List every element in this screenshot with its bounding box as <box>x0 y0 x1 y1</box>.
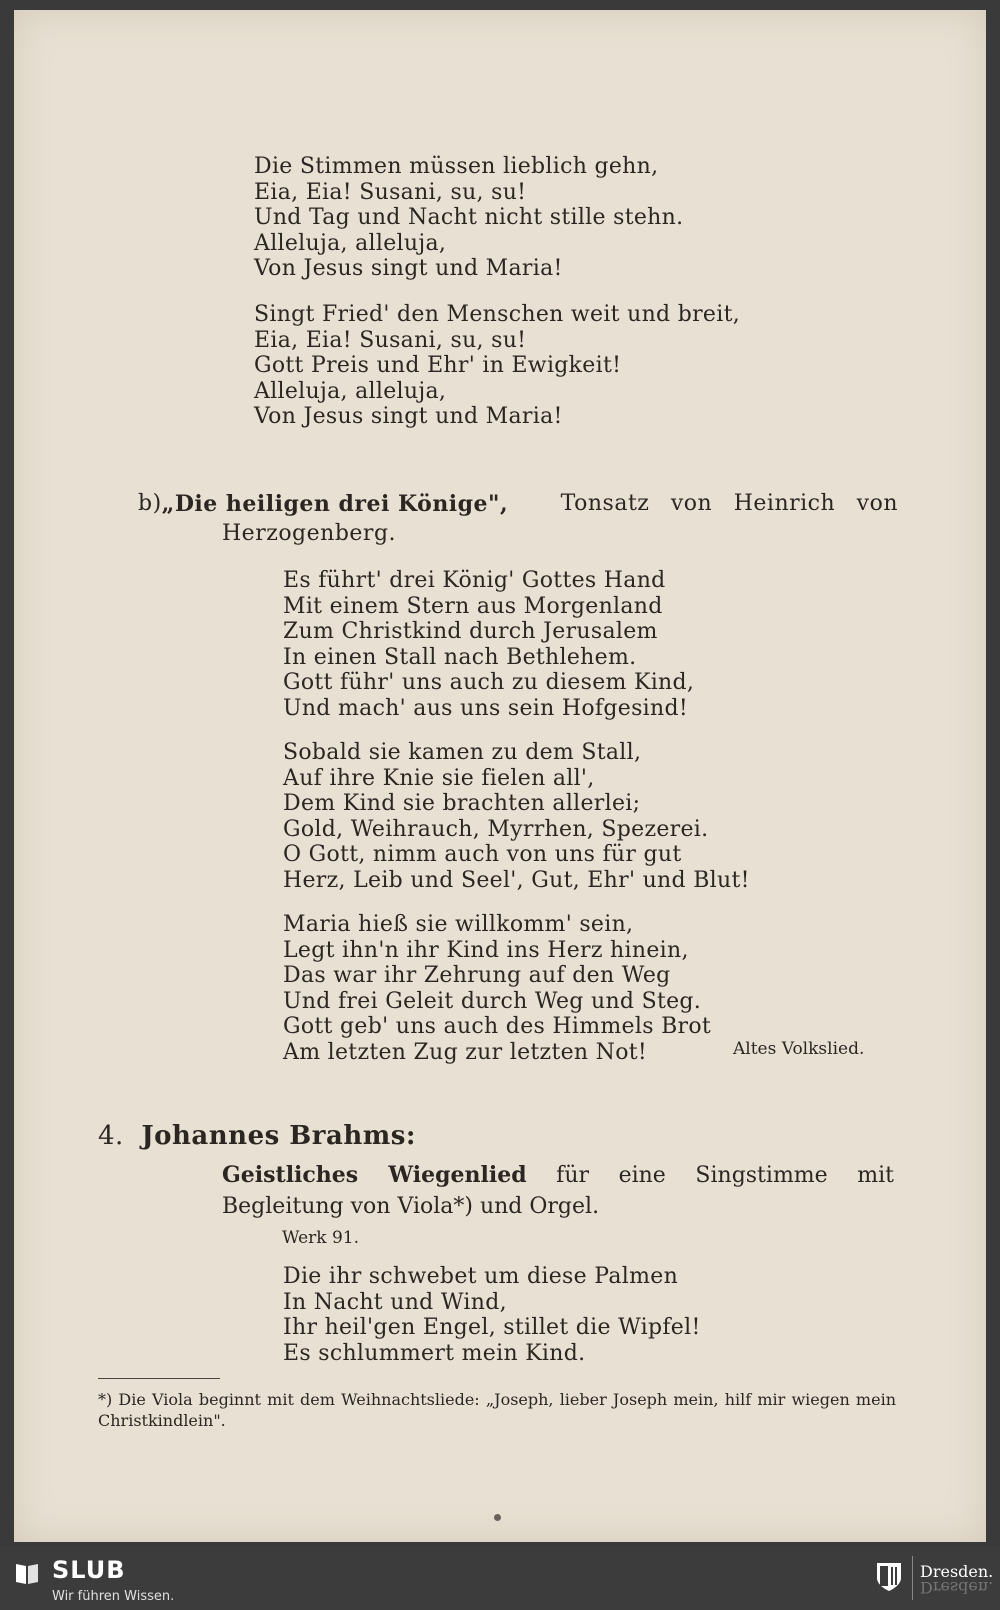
verse-line: In einen Stall nach Bethlehem. <box>283 644 637 670</box>
opus-number: Werk 91. <box>282 1228 360 1248</box>
verse-line: Von Jesus singt und Maria! <box>254 256 563 281</box>
verse-line: O Gott, nimm auch von uns für gut <box>283 842 682 867</box>
verse-b-3 <box>283 912 711 1065</box>
verse-line: Die ihr schwebet um diese Palmen <box>283 1264 679 1289</box>
section-b-heading <box>138 489 898 549</box>
library-tagline: Wir führen Wissen. <box>52 1589 175 1604</box>
verse-a-2 <box>254 302 740 430</box>
section-4-heading <box>98 1121 416 1151</box>
city-crest-icon <box>876 1562 902 1592</box>
verse-line: Gott führ' uns auch zu diesem Kind, <box>283 670 695 695</box>
section-b-marker: b) <box>138 491 162 516</box>
verse-line: Dem Kind sie brachten allerlei; <box>283 791 641 816</box>
verse-b-2 <box>283 740 750 893</box>
verse-line: Gold, Weihrauch, Myrrhen, Spezerei. <box>283 816 709 842</box>
work-description <box>222 1160 894 1222</box>
section-b-title: „Die heiligen drei Könige", <box>161 491 509 517</box>
verse-line: Sobald sie kamen zu dem Stall, <box>283 740 642 765</box>
verse-line: Es führt' drei König' Gottes Hand <box>283 568 666 593</box>
work-desc: für eine Singstimme mit Begleitung von Viola*) und Orgel. <box>222 1163 895 1219</box>
verse-line: Eia, Eia! Susani, su, su! <box>254 179 527 205</box>
verse-line: Singt Fried' den Menschen weit und breit, <box>254 302 741 327</box>
section-b-rest-line2: Herzogenberg. <box>222 521 397 546</box>
verse-line: Es schlummert mein Kind. <box>283 1340 586 1366</box>
verse-line: Zum Christkind durch Jerusalem <box>283 619 658 644</box>
verse-line: Herz, Leib und Seel', Gut, Ehr' und Blut! <box>283 867 750 893</box>
verse-line: Legt ihn'n ihr Kind ins Herz hinein, <box>283 937 689 963</box>
composer-name: Johannes Brahms: <box>141 1121 416 1151</box>
verse-line: Mit einem Stern aus Morgenland <box>283 593 663 619</box>
footnote: *) Die Viola beginnt mit dem Weihnachtsliede: „Joseph, lieber Joseph mein, hilf mir wiegen mein Christkindlein". <box>98 1390 896 1430</box>
viewer-footer <box>0 1546 1000 1610</box>
section-4-number: 4. <box>98 1121 124 1151</box>
footer-separator <box>912 1556 913 1600</box>
city-logo-text[interactable]: Dresden. <box>920 1562 994 1581</box>
verse-line: Eia, Eia! Susani, su, su! <box>254 327 527 353</box>
section-b-rest: Tonsatz von Heinrich von <box>560 491 898 516</box>
book-icon <box>14 1560 40 1586</box>
verse-line: Und Tag und Nacht nicht stille stehn. <box>254 205 684 230</box>
verse-line: Ihr heil'gen Engel, stillet die Wipfel! <box>283 1315 701 1340</box>
verse-line: Die Stimmen müssen lieblich gehn, <box>254 154 659 179</box>
verse-line: Gott Preis und Ehr' in Ewigkeit! <box>254 353 622 378</box>
verse-line: Alleluja, alleluja, <box>254 230 447 256</box>
verse-a-1 <box>254 154 683 282</box>
footnote-rule <box>98 1378 220 1379</box>
verse-line: Gott geb' uns auch des Himmels Brot <box>283 1014 712 1039</box>
page-ornament-dot <box>494 1514 501 1521</box>
work-title: Geistliches Wiegenlied <box>222 1162 527 1188</box>
city-logo-reflection: Dresden. <box>920 1578 994 1597</box>
verse-line: Am letzten Zug zur letzten Not! <box>283 1039 648 1065</box>
verse-line: Und frei Geleit durch Weg und Steg. <box>283 988 702 1014</box>
library-logo-text[interactable]: SLUB <box>52 1556 126 1584</box>
verse-line: Von Jesus singt und Maria! <box>254 404 563 429</box>
verse-line: Und mach' aus uns sein Hofgesind! <box>283 695 688 721</box>
verse-line: Maria hieß sie willkomm' sein, <box>283 912 634 937</box>
verse-line: In Nacht und Wind, <box>283 1289 507 1315</box>
verse-line: Das war ihr Zehrung auf den Weg <box>283 963 671 988</box>
verse-line: Auf ihre Knie sie fielen all', <box>283 765 595 791</box>
verse-line: Alleluja, alleluja, <box>254 378 447 404</box>
attribution: Altes Volkslied. <box>733 1039 865 1059</box>
verse-b-1 <box>283 568 694 721</box>
verse-4 <box>283 1264 701 1366</box>
